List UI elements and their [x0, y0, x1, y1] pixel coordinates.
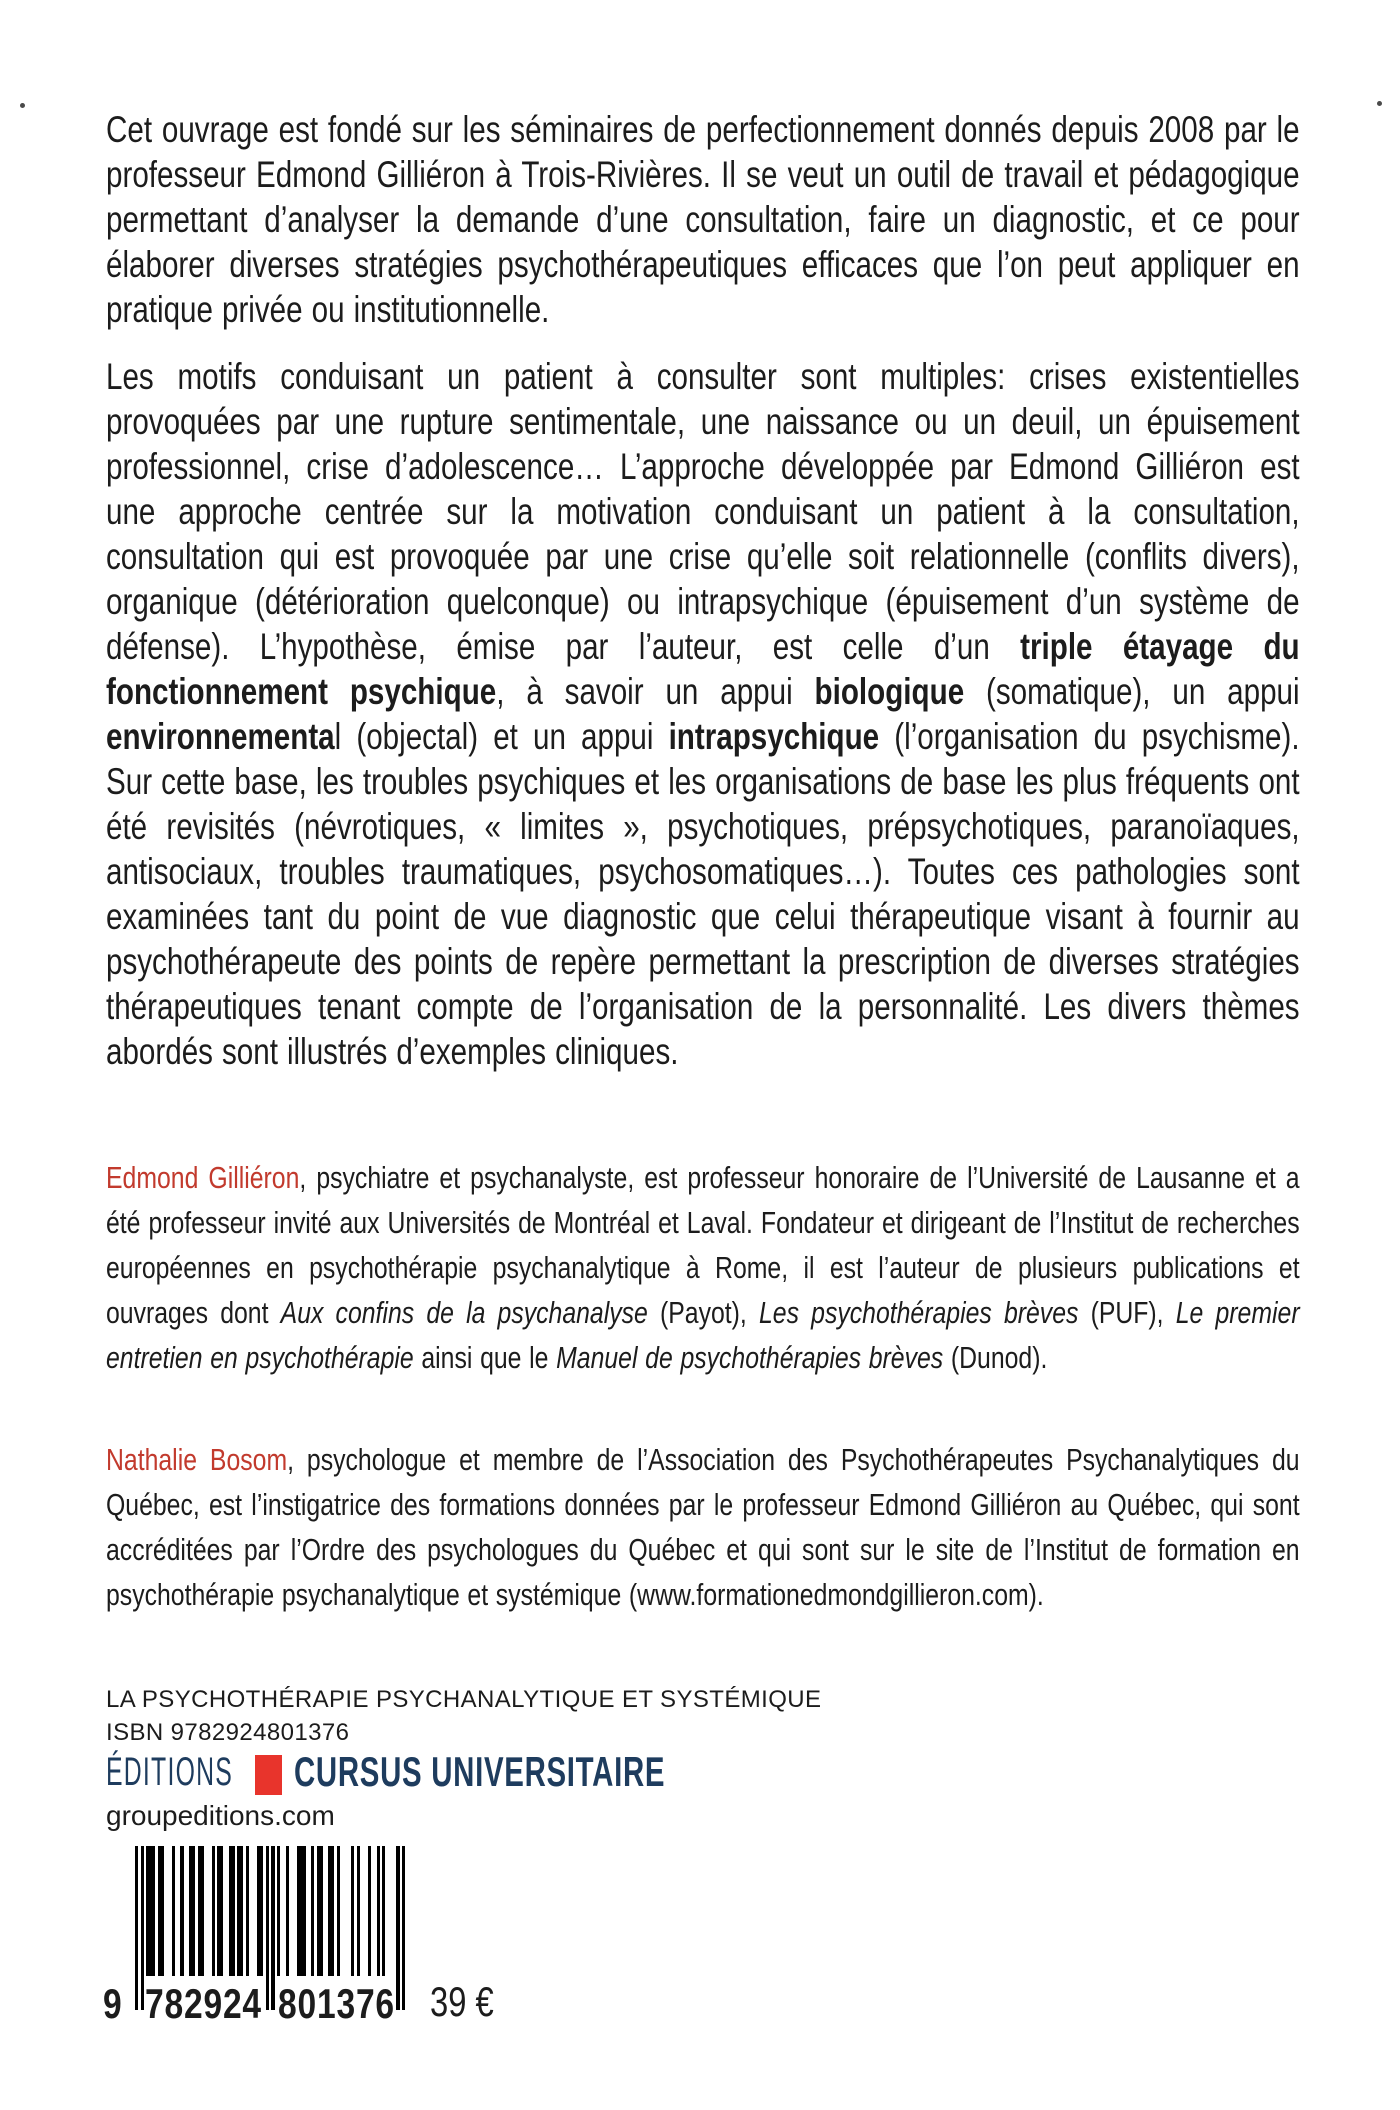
book-title-italic: Les psychothérapies brèves	[759, 1295, 1079, 1330]
barcode-digits-left: 782924	[145, 1980, 262, 2027]
isbn-line: ISBN 9782924801376	[106, 1719, 350, 1746]
barcode-bar	[402, 1846, 405, 2010]
ean13-barcode	[103, 1846, 405, 2027]
barcode-digits-right: 801376	[278, 1980, 395, 2027]
main-paragraph-text: l (objectal) et un appui	[334, 716, 669, 757]
barcode-bar	[311, 1846, 314, 1976]
barcode-bar	[303, 1846, 306, 1976]
barcode-bar	[232, 1846, 235, 1976]
author-bio-gillieron	[106, 1155, 1300, 1380]
barcode-bar	[135, 1846, 138, 2010]
book-title-line: LA PSYCHOTHÉRAPIE PSYCHANALYTIQUE ET SYSTÉMIQUE	[106, 1686, 822, 1713]
bold-biologique: biologique	[814, 671, 965, 712]
barcode-bar	[246, 1846, 249, 1976]
intro-paragraph-text: Cet ouvrage est fondé sur les séminaires de perfectionnement donnés depuis 2008 par le professeur Edmond Gilliéron à Trois-Rivières. Il se veut un outil de travail et pédagogique permettant d’analyser la demande d’une consultation, faire un diagnostic, et ce pour élaborer diverses stratégies psychothérapeutiques efficaces que l’on peut appliquer en pratique privée ou institutionnelle.	[106, 109, 1300, 330]
bio-text: , psychiatre et psychanalyste, est professeur honoraire de l’Université de Lausanne et a été professeur invité aux Universités de Montréal et Laval. Fondateur et dirigeant de l’Institut de recherches européennes en psychothérapie psychanalytique à Rome, il est l’auteur de plusieurs publications et ouvrages dont	[106, 1160, 1300, 1330]
corner-mark-top-left	[20, 103, 25, 108]
book-title-italic: Manuel de psychothérapies brèves	[556, 1340, 944, 1375]
barcode-bar	[337, 1846, 340, 1976]
barcode-bar	[152, 1846, 155, 1976]
barcode-bar	[286, 1846, 289, 1976]
publisher-footer	[103, 1686, 1356, 2110]
author-bio-bosom	[106, 1437, 1300, 1617]
barcode-bar	[192, 1846, 195, 1976]
barcode-bar	[396, 1846, 399, 2010]
book-title-italic: Aux confins de la psychanalyse	[280, 1295, 648, 1330]
barcode-bar	[212, 1846, 215, 1976]
barcode-bar	[172, 1846, 175, 1976]
main-paragraph-text: (l’organisation du psychisme). Sur cette base, les troubles psychiques et les organisations de base les plus fréquents ont été revisités (névrotiques, « limites », psychotiques, prépsychotiques, paranoïaques, antisociaux, troubles traumatiques, psychosomatiques…). Toutes ces pathologies sont examinées tant du point de vue diagnostic que celui thérapeutique visant à fournir au psychothérapeute des points de repère permettant la prescription de diverses stratégies thérapeutiques tenant compte de l’organisation de la personnalité. Les divers thèmes abordés sont illustrés d’exemples cliniques.	[106, 716, 1300, 1072]
barcode-bar	[266, 1846, 269, 2010]
book-title-italic: Le premier entretien en psychothérapie	[106, 1295, 1300, 1375]
main-paragraph-text: Les motifs conduisant un patient à consulter sont multiples: crises existentielles provoquées par une rupture sentimentale, une naissance ou un deuil, un épuisement professionnel, crise d’adolescence… L’approche développée par Edmond Gilliéron est une approche centrée sur la motivation conduisant un patient à la consultation, consultation qui est provoquée par une crise qu’elle soit relationnelle (conflits divers), organique (détérioration quelconque) ou intrapsychique (épuisement d’un système de défense). L’hypothèse, émise par l’auteur, est celle d’un	[106, 356, 1300, 667]
publisher-logo-editions: ÉDITIONS	[106, 1750, 234, 1794]
barcode-bar	[368, 1846, 371, 1976]
barcode-bar	[180, 1846, 183, 1976]
author-name-bosom: Nathalie Bosom	[106, 1442, 288, 1477]
barcode-bar	[351, 1846, 354, 1976]
barcode-bar	[161, 1846, 164, 1976]
intro-paragraph	[106, 107, 1300, 332]
barcode-bar	[357, 1846, 360, 1976]
publisher-website: groupeditions.com	[106, 1800, 335, 1831]
bio-text: ainsi que le	[413, 1340, 557, 1375]
main-paragraph-text: (somatique), un appui	[964, 671, 1300, 712]
barcode-bar	[382, 1846, 385, 1976]
barcode-bar	[320, 1846, 323, 1976]
barcode-bar	[200, 1846, 203, 1976]
barcode-bar	[141, 1846, 144, 2010]
bold-environnemental: environnementa	[106, 716, 335, 757]
publisher-logo-cursus: CURSUS UNIVERSITAIRE	[294, 1748, 666, 1795]
bio-text: (PUF),	[1078, 1295, 1176, 1330]
barcode-bar	[331, 1846, 334, 1976]
barcode-digit-first: 9	[103, 1980, 122, 2027]
main-paragraph-text: , à savoir un appui	[496, 671, 815, 712]
barcode-bar	[271, 1846, 274, 2010]
price-label: 39 €	[430, 1978, 494, 2025]
bio-text: , psychologue et membre de l’Association des Psychothérapeutes Psychanalytiques du Québec, est l’instigatrice des formations données par le professeur Edmond Gilliéron au Québec, qui sont accréditées par l’Ordre des psychologues du Québec et qui sont sur le site de l’Institut de formation en psychothérapie psychanalytique et systémique (www.formationedmondgillieron.com).	[106, 1442, 1300, 1612]
barcode-bar	[377, 1846, 380, 1976]
barcode-bar	[220, 1846, 223, 1976]
barcode-bar	[240, 1846, 243, 1976]
barcode-bar	[277, 1846, 280, 1976]
barcode-bar	[260, 1846, 263, 1976]
publisher-logo-red-block	[255, 1755, 282, 1795]
main-paragraph	[106, 354, 1300, 1074]
bold-triple-etayage: triple étayage du fonctionnement psychique	[106, 626, 1300, 712]
corner-mark-top-right	[1377, 101, 1382, 106]
author-name-gillieron: Edmond Gilliéron	[106, 1160, 300, 1195]
bold-intrapsychique: intrapsychique	[668, 716, 880, 757]
bio-text: (Payot),	[647, 1295, 760, 1330]
bio-text: (Dunod).	[943, 1340, 1048, 1375]
